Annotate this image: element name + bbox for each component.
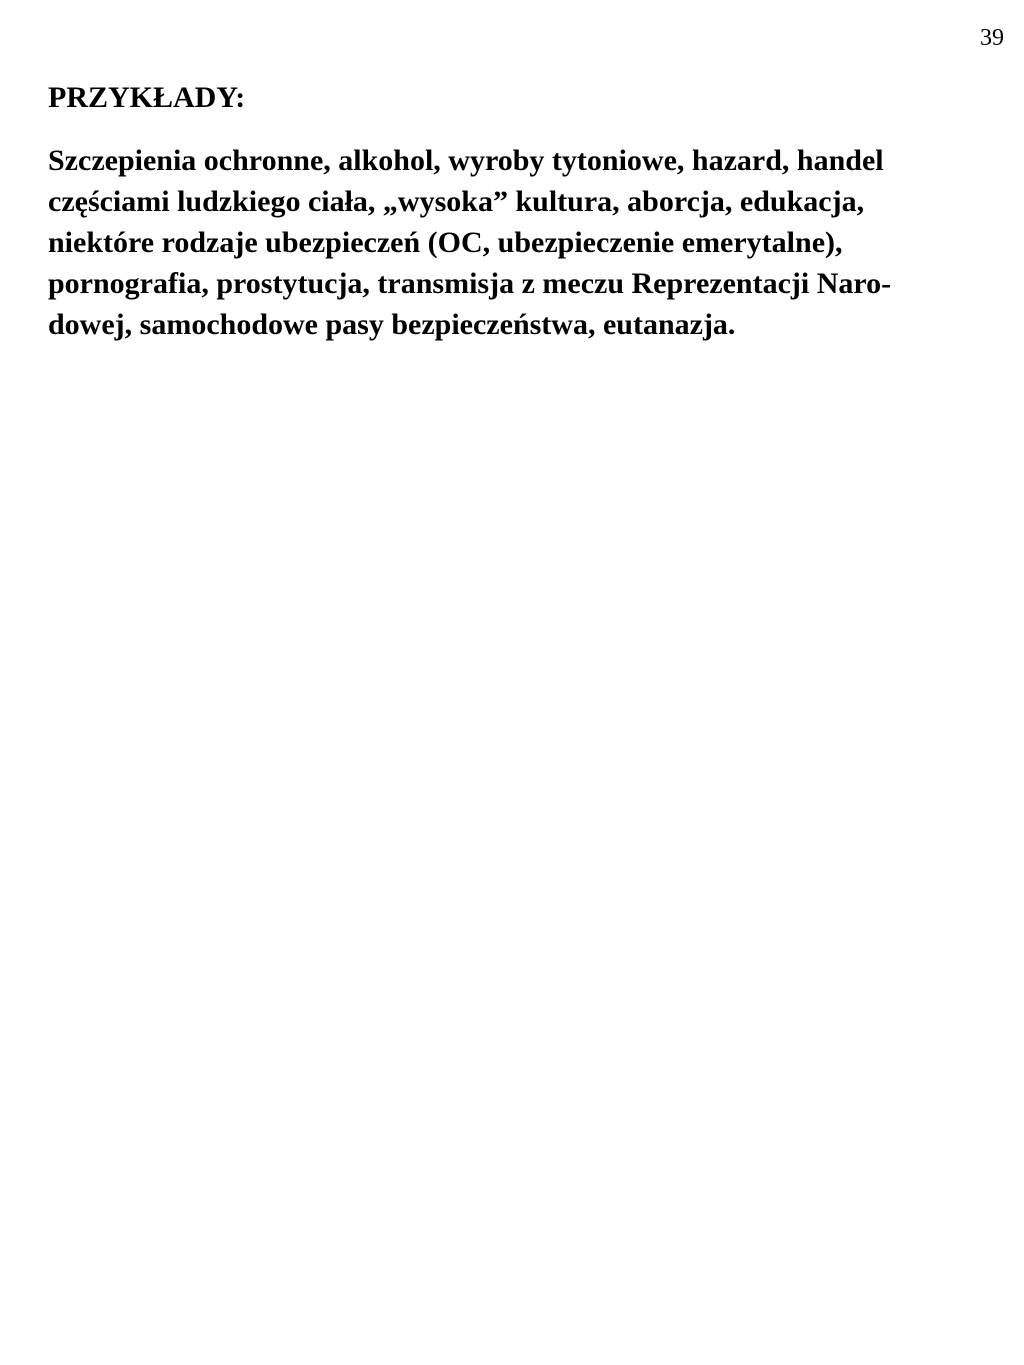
paragraph-line: pornografia, prostytucja, transmisja z meczu Reprezentacji Naro- — [48, 267, 892, 300]
examples-paragraph — [48, 140, 1008, 345]
paragraph-line: niektóre rodzaje ubezpieczeń (OC, ubezpieczenie emerytalne), — [48, 226, 843, 259]
paragraph-line: częściami ludzkiego ciała, „wysoka” kultura, aborcja, edukacja, — [48, 185, 865, 218]
section-heading: PRZYKŁADY: — [48, 81, 246, 114]
paragraph-line: Szczepienia ochronne, alkohol, wyroby tytoniowe, hazard, handel — [48, 144, 884, 177]
paragraph-line: dowej, samochodowe pasy bezpieczeństwa, eutanazja. — [48, 308, 736, 341]
page-number: 39 — [980, 25, 1004, 51]
